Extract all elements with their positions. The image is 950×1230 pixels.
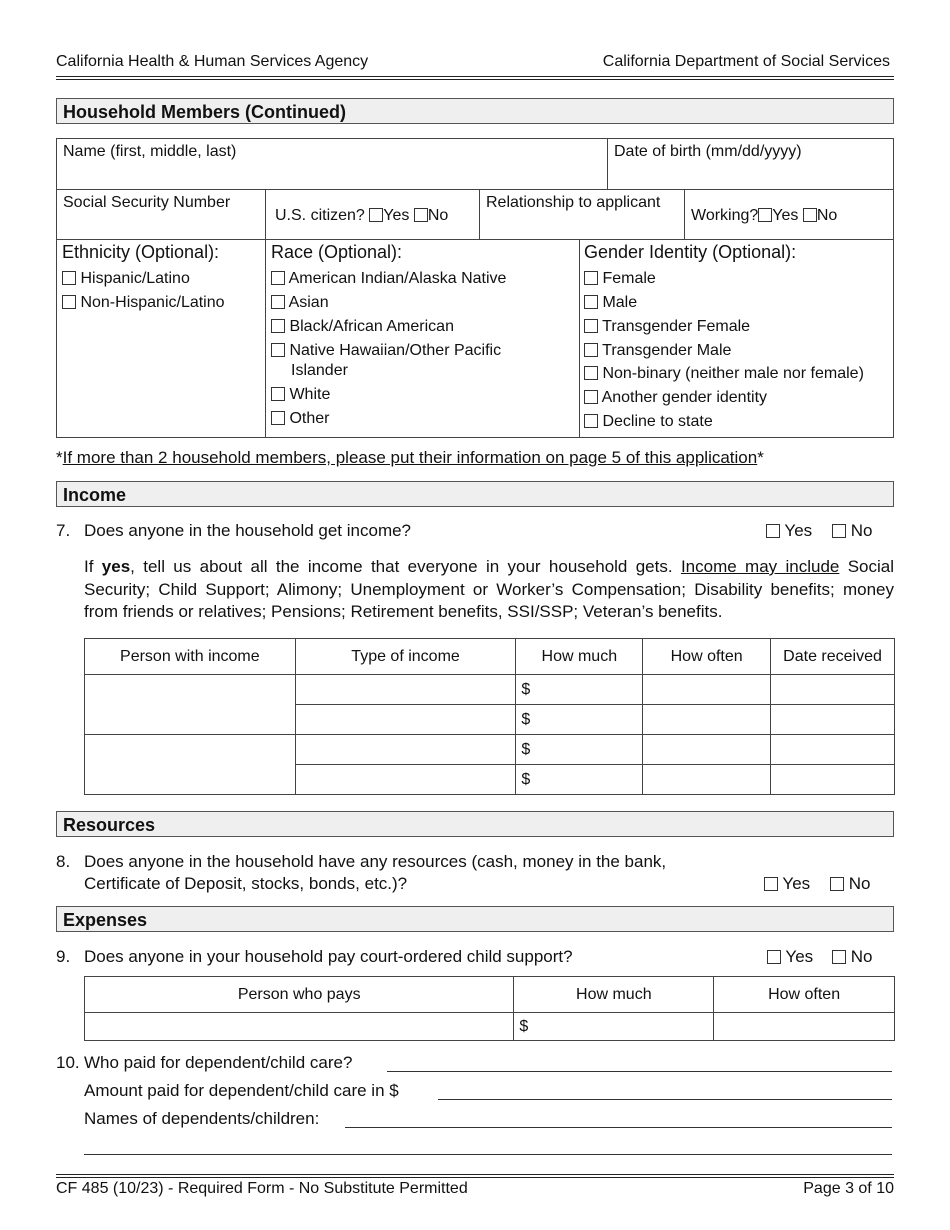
- option-label: Other: [289, 410, 330, 427]
- q9-yes-option[interactable]: [767, 947, 813, 967]
- ethnicity-box: [56, 239, 266, 438]
- citizen-label: U.S. citizen?: [275, 207, 365, 224]
- amount-cell[interactable]: $: [516, 675, 643, 705]
- working-no-label: No: [816, 207, 838, 224]
- checkbox-icon[interactable]: [830, 877, 844, 891]
- table-row: [85, 675, 895, 705]
- race-option[interactable]: [271, 410, 329, 428]
- checkbox-icon[interactable]: [584, 271, 598, 285]
- childcare-amount-line[interactable]: [438, 1099, 892, 1100]
- q7-yes-option[interactable]: [766, 521, 812, 541]
- para-bold: yes: [101, 557, 131, 576]
- gender-option[interactable]: [584, 318, 750, 336]
- dependents-line[interactable]: [345, 1127, 892, 1128]
- q10-number: 10.: [56, 1053, 80, 1072]
- table-row: [85, 1013, 895, 1041]
- option-label: Black/African American: [289, 318, 454, 335]
- dob-label: Date of birth (mm/dd/yyyy): [614, 143, 802, 160]
- type-cell[interactable]: [295, 765, 516, 795]
- option-label: Asian: [288, 294, 329, 311]
- race-option[interactable]: [271, 318, 454, 336]
- checkbox-icon[interactable]: [271, 343, 285, 357]
- often-cell[interactable]: [643, 675, 771, 705]
- gender-label: Gender Identity (Optional):: [584, 242, 797, 262]
- option-label: Decline to state: [602, 413, 713, 430]
- race-option[interactable]: [271, 294, 329, 312]
- working-yes-label: Yes: [772, 207, 799, 224]
- checkbox-icon[interactable]: [832, 524, 846, 538]
- amount-cell[interactable]: $: [516, 765, 643, 795]
- no-label: No: [850, 947, 873, 966]
- name-field[interactable]: [56, 138, 608, 190]
- working-field: [684, 189, 894, 240]
- ssn-label: Social Security Number: [63, 194, 231, 211]
- option-label: White: [289, 386, 331, 403]
- name-label: Name (first, middle, last): [63, 143, 237, 160]
- type-cell[interactable]: [295, 675, 516, 705]
- q10-childcare-payer-label: Who paid for dependent/child care?: [84, 1053, 353, 1072]
- date-cell[interactable]: [771, 765, 895, 795]
- ethnicity-option[interactable]: [62, 270, 190, 288]
- page-number: Page 3 of 10: [803, 1180, 894, 1197]
- q7-no-option[interactable]: [832, 521, 872, 541]
- checkbox-icon[interactable]: [271, 411, 285, 425]
- income-table: [84, 638, 895, 795]
- footer-rule: [56, 1174, 894, 1175]
- header-rule: [56, 76, 894, 77]
- race-option-wrap: Islander: [291, 362, 348, 379]
- amount-cell[interactable]: $: [516, 705, 643, 735]
- relationship-label: Relationship to applicant: [486, 194, 661, 211]
- citizen-field: [265, 189, 480, 240]
- yes-label: Yes: [784, 521, 813, 540]
- department-header: California Department of Social Services: [602, 53, 890, 70]
- para-text: If: [84, 557, 102, 576]
- working-no-checkbox[interactable]: [803, 208, 817, 222]
- option-label: American Indian/Alaska Native: [288, 270, 507, 287]
- type-cell[interactable]: [295, 705, 516, 735]
- often-cell[interactable]: [643, 705, 771, 735]
- dob-field[interactable]: [607, 138, 894, 190]
- q9-no-option[interactable]: [832, 947, 872, 967]
- q9-number: 9.: [56, 947, 71, 966]
- checkbox-icon[interactable]: [584, 295, 598, 309]
- checkbox-icon[interactable]: [767, 950, 781, 964]
- option-label: Transgender Female: [602, 318, 751, 335]
- often-cell[interactable]: [643, 765, 771, 795]
- gender-option[interactable]: [584, 413, 713, 431]
- race-label: Race (Optional):: [271, 242, 403, 262]
- citizen-no-checkbox[interactable]: [414, 208, 428, 222]
- option-label: Male: [602, 294, 638, 311]
- agency-header: California Health & Human Services Agency: [56, 53, 369, 70]
- q7-number: 7.: [56, 521, 71, 540]
- option-label: Transgender Male: [602, 342, 732, 359]
- column-header: How much: [516, 639, 643, 675]
- q8-number: 8.: [56, 852, 71, 871]
- no-label: No: [850, 521, 873, 540]
- ethnicity-label: Ethnicity (Optional):: [62, 242, 220, 262]
- income-section-title: Income: [56, 481, 894, 507]
- checkbox-icon[interactable]: [271, 271, 285, 285]
- ethnicity-option[interactable]: [62, 294, 225, 312]
- race-box: [265, 239, 580, 438]
- checkbox-icon[interactable]: [271, 295, 285, 309]
- household-note: [56, 448, 764, 468]
- income-instructions: [84, 556, 894, 624]
- option-label: Non-binary (neither male nor female): [602, 365, 864, 382]
- person-cell[interactable]: [85, 675, 296, 735]
- resources-section-title: Resources: [56, 811, 894, 837]
- option-label: Another gender identity: [601, 389, 768, 406]
- checkbox-icon[interactable]: [832, 950, 846, 964]
- para-text: , tell us about all the income that everyone in your household gets.: [130, 557, 681, 576]
- table-header-row: [85, 639, 895, 675]
- gender-option[interactable]: [584, 342, 731, 360]
- checkbox-icon[interactable]: [271, 387, 285, 401]
- often-cell[interactable]: [643, 735, 771, 765]
- childcare-payer-line[interactable]: [387, 1071, 892, 1072]
- q8-line1: Does anyone in the household have any resources (cash, money in the bank,: [84, 852, 667, 871]
- column-header: How often: [714, 977, 895, 1013]
- often-cell[interactable]: [714, 1013, 895, 1041]
- para-underline: Income may include: [680, 557, 840, 576]
- q8-no-option[interactable]: [830, 874, 870, 894]
- amount-cell[interactable]: $: [514, 1013, 714, 1041]
- working-yes-checkbox[interactable]: [758, 208, 772, 222]
- no-label: No: [848, 874, 871, 893]
- household-section-title: Household Members (Continued): [56, 98, 894, 124]
- checkbox-icon[interactable]: [584, 366, 598, 380]
- form-number: CF 485 (10/23) - Required Form - No Substitute Permitted: [56, 1180, 468, 1197]
- column-header: Person who pays: [85, 977, 514, 1013]
- column-header: Date received: [771, 639, 895, 675]
- checkbox-icon[interactable]: [62, 295, 76, 309]
- type-cell[interactable]: [295, 735, 516, 765]
- q8-yes-option[interactable]: [764, 874, 810, 894]
- checkbox-icon[interactable]: [584, 343, 598, 357]
- column-header: How often: [643, 639, 771, 675]
- gender-option[interactable]: [584, 270, 656, 288]
- checkbox-icon[interactable]: [766, 524, 780, 538]
- ssn-field[interactable]: [56, 189, 266, 240]
- option-label: Native Hawaiian/Other Pacific: [289, 342, 502, 359]
- gender-option[interactable]: [584, 365, 864, 383]
- option-label: Female: [602, 270, 656, 287]
- date-cell[interactable]: [771, 735, 895, 765]
- option-label: Hispanic/Latino: [80, 270, 190, 287]
- checkbox-icon[interactable]: [584, 319, 598, 333]
- table-header-row: [85, 977, 895, 1013]
- checkbox-icon[interactable]: [62, 271, 76, 285]
- column-header: Type of income: [295, 639, 516, 675]
- date-cell[interactable]: [771, 705, 895, 735]
- expenses-section-title: Expenses: [56, 906, 894, 932]
- footer-rule-2: [56, 1177, 894, 1178]
- q9-question: Does anyone in your household pay court-ordered child support?: [84, 947, 573, 966]
- option-label: Non-Hispanic/Latino: [80, 294, 225, 311]
- dependents-line-2[interactable]: [84, 1154, 892, 1155]
- checkbox-icon[interactable]: [271, 319, 285, 333]
- yes-label: Yes: [782, 874, 811, 893]
- gender-option[interactable]: [584, 294, 637, 312]
- citizen-yes-checkbox[interactable]: [369, 208, 383, 222]
- table-row: [85, 735, 895, 765]
- checkbox-icon[interactable]: [764, 877, 778, 891]
- citizen-yes-label: Yes: [383, 207, 410, 224]
- race-option[interactable]: [271, 342, 501, 360]
- q10-amount-label: Amount paid for dependent/child care in $: [84, 1081, 399, 1100]
- child-support-table: [84, 976, 895, 1041]
- race-option[interactable]: [271, 270, 506, 288]
- citizen-no-label: No: [427, 207, 449, 224]
- working-label: Working?: [691, 207, 759, 224]
- amount-cell[interactable]: $: [516, 735, 643, 765]
- para-text: Social Security; Child Support; Alimony; Unemployment or Worker’s Compensation; Disability benefits; money from friends or relatives; Pensions; Retirement benefits, SSI/SSP; Veteran’s benefits.: [84, 557, 895, 621]
- checkbox-icon[interactable]: [584, 414, 598, 428]
- note-star: *: [757, 448, 764, 467]
- q8-line2: Certificate of Deposit, stocks, bonds, etc.)?: [84, 874, 408, 893]
- checkbox-icon[interactable]: [584, 390, 598, 404]
- gender-option[interactable]: [584, 389, 767, 407]
- yes-label: Yes: [785, 947, 814, 966]
- payer-cell[interactable]: [85, 1013, 514, 1041]
- race-option[interactable]: [271, 386, 330, 404]
- header-rule-2: [56, 79, 894, 80]
- date-cell[interactable]: [771, 675, 895, 705]
- column-header: How much: [514, 977, 714, 1013]
- column-header: Person with income: [85, 639, 296, 675]
- q7-question: Does anyone in the household get income?: [84, 521, 412, 540]
- note-text: If more than 2 household members, please put their information on page 5 of this application: [62, 448, 758, 467]
- note-star: *: [56, 448, 63, 467]
- q10-dependents-label: Names of dependents/children:: [84, 1109, 320, 1128]
- relationship-field[interactable]: [479, 189, 685, 240]
- person-cell[interactable]: [85, 735, 296, 795]
- gender-box: [579, 239, 894, 438]
